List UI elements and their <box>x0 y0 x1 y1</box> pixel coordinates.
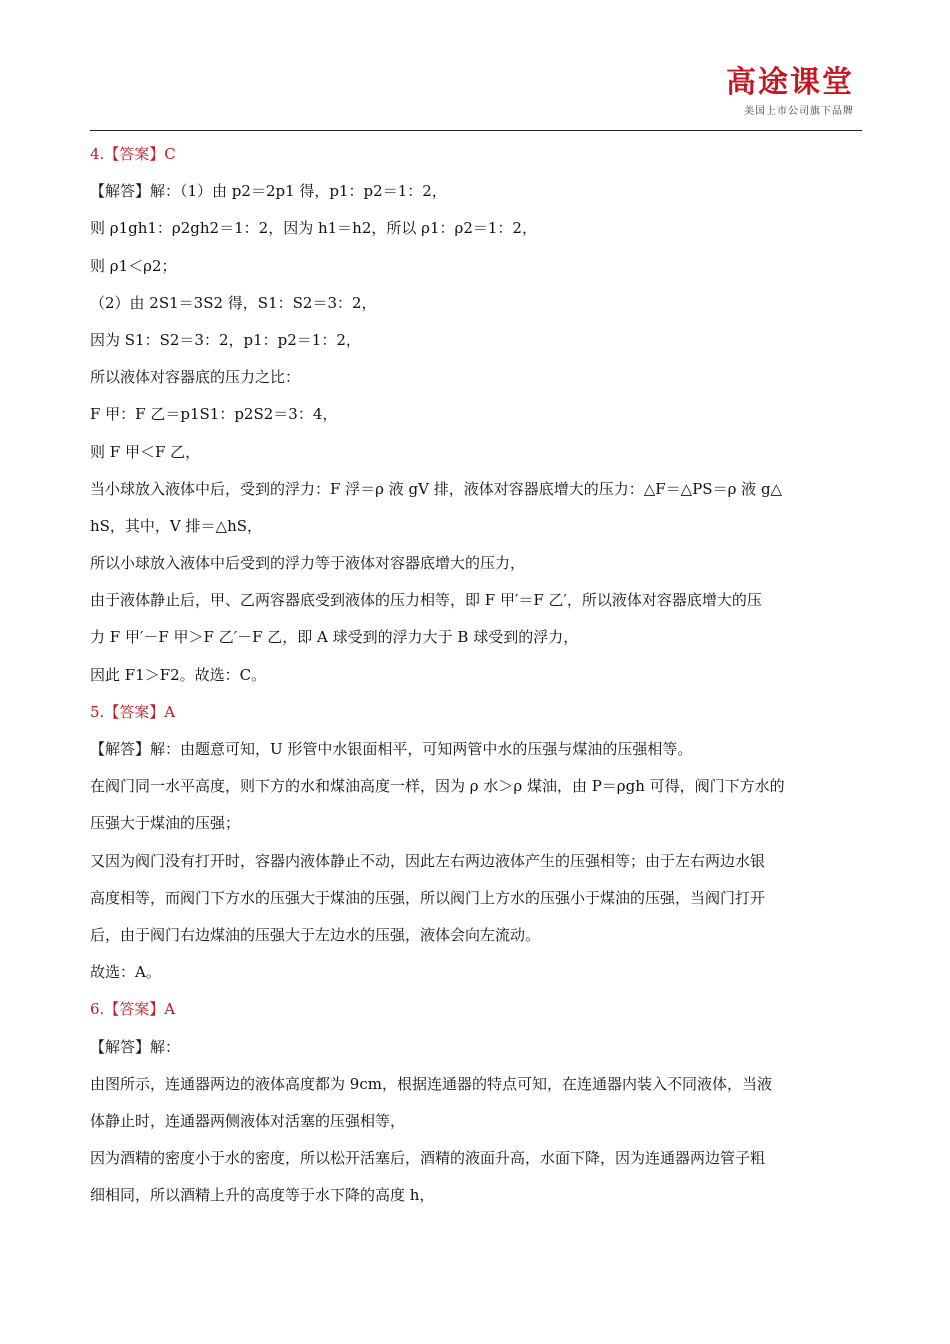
text-line: F 甲：F 乙＝p1S1：p2S2＝3：4， <box>90 405 338 424</box>
text-line: （2）由 2S1＝3S2 得，S1：S2＝3：2， <box>90 293 377 312</box>
text-line: 细相同，所以酒精上升的高度等于水下降的高度 h， <box>90 1186 435 1205</box>
text-line: 因为 S1：S2＝3：2，p1：p2＝1：2， <box>90 330 361 349</box>
text-line: 【解答】解：（1）由 p2＝2p1 得，p1：p2＝1：2， <box>90 182 447 201</box>
text-line: 故选：A。 <box>90 963 161 982</box>
text-line: 【解答】解：由题意可知，U 形管中水银面相平，可知两管中水的压强与煤油的压强相等。 <box>90 740 693 758</box>
answer-heading: 6.【答案】A <box>90 1000 176 1019</box>
header-divider <box>90 130 862 131</box>
text-line: 【解答】解： <box>90 1037 181 1056</box>
text-line: 后，由于阀门右边煤油的压强大于左边水的压强，液体会向左流动。 <box>90 925 541 944</box>
text-line: 因此 F1＞F2。故选：C。 <box>90 665 267 684</box>
text-line: 高度相等，而阀门下方水的压强大于煤油的压强，所以阀门上方水的压强小于煤油的压强，当阀门打开 <box>90 888 766 907</box>
answer-heading: 4.【答案】C <box>90 145 176 163</box>
text-line: 压强大于煤油的压强； <box>90 814 241 833</box>
brand-name: 高途课堂 <box>726 65 854 100</box>
text-line: hS，其中，V 排＝△hS， <box>90 516 263 535</box>
text-line: 因为酒精的密度小于水的密度，所以松开活塞后，酒精的液面升高，水面下降，因为连通器两边管子粗 <box>90 1149 766 1168</box>
text-line: 由图所示，连通器两边的液体高度都为 9cm，根据连通器的特点可知，在连通器内装入不同液体，当液 <box>90 1074 772 1093</box>
text-line: 则 ρ1＜ρ2； <box>90 256 177 275</box>
text-line: 又因为阀门没有打开时，容器内液体静止不动，因此左右两边液体产生的压强相等；由于左右两边水银 <box>90 851 766 870</box>
text-line: 在阀门同一水平高度，则下方的水和煤油高度一样，因为 ρ 水＞ρ 煤油，由 P＝ρgh 可得，阀门下方水的 <box>90 777 785 796</box>
text-line: 则 F 甲＜F 乙， <box>90 442 201 461</box>
text-line: 则 ρ1gh1：ρ2gh2＝1：2，因为 h1＝h2，所以 ρ1：ρ2＝1：2， <box>90 219 537 238</box>
text-line: 当小球放入液体中后，受到的浮力：F 浮＝ρ 液 gV 排，液体对容器底增大的压力：△F＝△PS＝ρ 液 g△ <box>90 479 783 498</box>
text-line: 由于液体静止后，甲、乙两容器底受到液体的压力相等，即 F 甲′＝F 乙′，所以液体对容器底增大的压 <box>90 591 762 610</box>
text-line: 体静止时，连通器两侧液体对活塞的压强相等， <box>90 1111 406 1130</box>
document-body <box>90 136 870 1214</box>
text-line: 力 F 甲′－F 甲＞F 乙′－F 乙，即 A 球受到的浮力大于 B 球受到的浮力， <box>90 628 579 647</box>
text-line: 所以小球放入液体中后受到的浮力等于液体对容器底增大的压力， <box>90 554 526 573</box>
text-line: 所以液体对容器底的压力之比： <box>90 368 301 387</box>
brand-logo <box>684 66 854 117</box>
brand-tagline: 美国上市公司旗下品牌 <box>744 106 854 117</box>
answer-heading: 5.【答案】A <box>90 702 176 721</box>
